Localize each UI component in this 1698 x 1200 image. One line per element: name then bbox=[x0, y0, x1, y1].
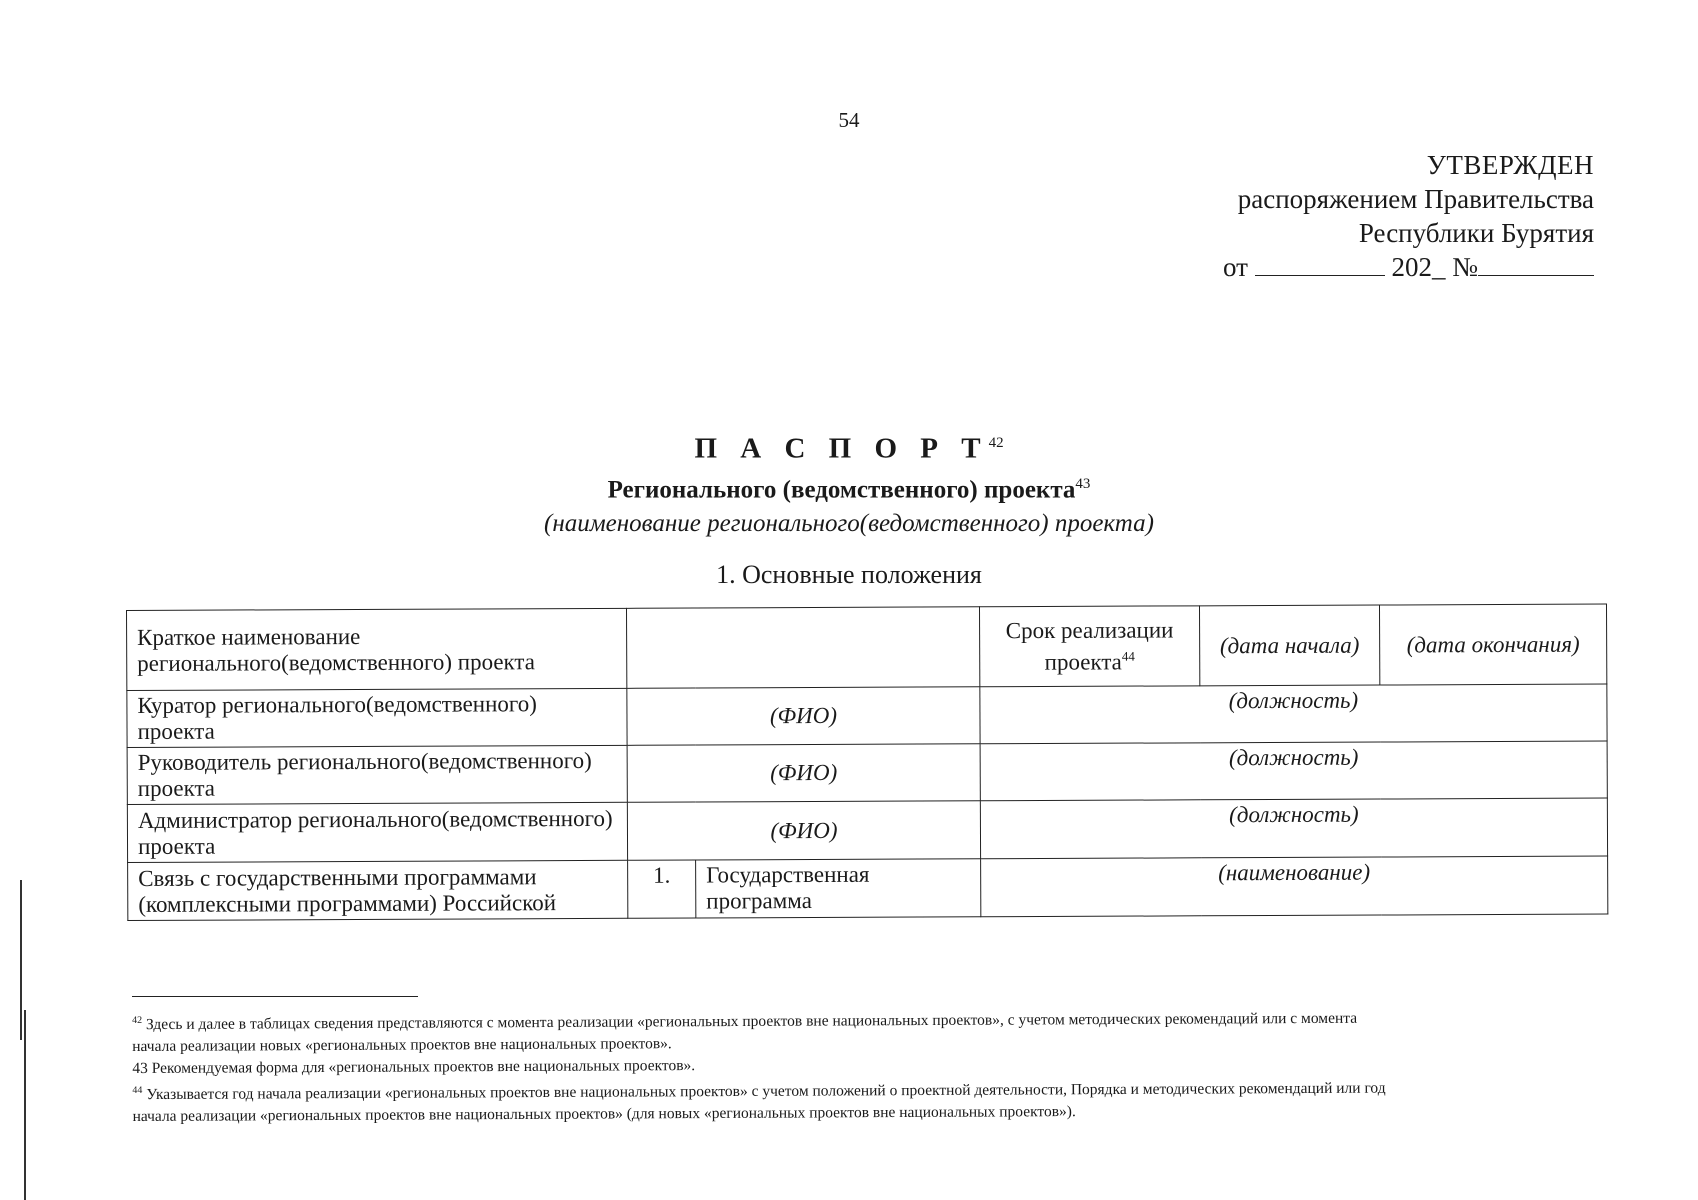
short-name-label: Краткое наименование регионального(ведомственного) проекта bbox=[127, 608, 627, 690]
approval-title: УТВЕРЖДЕН bbox=[1426, 150, 1594, 180]
footnote-42-ref: 42 bbox=[132, 1014, 143, 1026]
project-subtitle bbox=[0, 467, 1698, 507]
footnote-43-ref: 43 bbox=[132, 1060, 148, 1078]
curator-position-cell: (должность) bbox=[980, 684, 1607, 744]
table-row-leader bbox=[127, 741, 1607, 804]
footnote-42-text-continued: начала реализации новых «региональных проектов вне национальных проектов». bbox=[132, 1035, 672, 1056]
project-name-placeholder: (наименование регионального(ведомственного) проекта) bbox=[544, 509, 1154, 537]
program-number-cell: 1. bbox=[628, 860, 696, 918]
footnote-ref-43: 43 bbox=[1075, 475, 1091, 492]
footnote-44-ref: 44 bbox=[132, 1085, 143, 1097]
passport-word: П А С П О Р Т bbox=[694, 432, 989, 465]
footnote-44-text: Указывается год начала реализации «региональных проектов вне национальных проектов» с учетом положений о проектной деятельности, Порядка и методических рекомендаций или год bbox=[146, 1079, 1386, 1104]
scan-edge-line-lower bbox=[24, 1010, 26, 1200]
end-date-cell: (дата окончания) bbox=[1379, 604, 1606, 685]
program-name-cell: (наименование) bbox=[981, 856, 1608, 917]
section-heading: 1. Основные положения bbox=[716, 560, 982, 589]
date-blank bbox=[1255, 253, 1385, 276]
footnote-separator bbox=[132, 996, 418, 997]
footnote-43-text: Рекомендуемая форма для «региональных проектов вне национальных проектов». bbox=[151, 1057, 696, 1078]
table-row-short-name bbox=[127, 604, 1607, 690]
leader-label: Руководитель регионального(ведомственного) проекта bbox=[127, 745, 627, 804]
approval-authority-line: распоряжением Правительства bbox=[1237, 184, 1594, 214]
basic-provisions-table bbox=[126, 604, 1608, 921]
footnote-ref-42: 42 bbox=[988, 435, 1004, 451]
short-name-value bbox=[626, 607, 979, 689]
administrator-name-cell: (ФИО) bbox=[627, 801, 980, 861]
table-row-program-link bbox=[128, 856, 1608, 920]
curator-label: Куратор регионального(ведомственного) проекта bbox=[127, 688, 627, 747]
scan-edge-line-upper bbox=[20, 880, 22, 1040]
title-block bbox=[0, 425, 1698, 541]
table-row-administrator bbox=[127, 798, 1607, 862]
approval-stamp bbox=[1223, 148, 1594, 284]
program-link-label: Связь с государственными программами (комплексными программами) Российской bbox=[128, 860, 628, 920]
footnote-42-text: Здесь и далее в таблицах сведения представляются с момента реализации «региональных проектов вне национальных проектов», с учетом методических рекомендаций или с момента bbox=[145, 1009, 1358, 1034]
term-label bbox=[979, 606, 1199, 687]
leader-position-cell: (должность) bbox=[980, 741, 1607, 801]
program-type-cell: Государственная программа bbox=[696, 859, 981, 918]
footnote-ref-44: 44 bbox=[1121, 648, 1135, 664]
administrator-position-cell: (должность) bbox=[980, 798, 1607, 859]
administrator-label: Администратор регионального(ведомственного) проекта bbox=[127, 802, 627, 862]
page-number: 54 bbox=[838, 108, 860, 132]
date-prefix: от bbox=[1223, 252, 1248, 282]
number-blank bbox=[1478, 253, 1594, 276]
table-row-curator bbox=[127, 684, 1607, 747]
footnote-44-text-continued: начала реализации «региональных проектов вне национальных проектов» (для новых «региональных проектов вне национальных проектов»). bbox=[132, 1103, 1076, 1126]
approval-date-line bbox=[1223, 250, 1594, 284]
approval-region-line: Республики Бурятия bbox=[1358, 218, 1594, 248]
subtitle-text: Регионального (ведомственного) проекта bbox=[607, 475, 1076, 503]
curator-name-cell: (ФИО) bbox=[627, 687, 980, 746]
passport-title bbox=[0, 425, 1698, 467]
year-text: 202_ bbox=[1391, 252, 1446, 282]
start-date-cell: (дата начала) bbox=[1199, 605, 1379, 686]
term-label-text: Срок реализации проекта bbox=[1005, 617, 1174, 675]
leader-name-cell: (ФИО) bbox=[627, 744, 980, 803]
number-sign: № bbox=[1452, 252, 1478, 282]
footnotes bbox=[132, 1002, 1613, 1128]
